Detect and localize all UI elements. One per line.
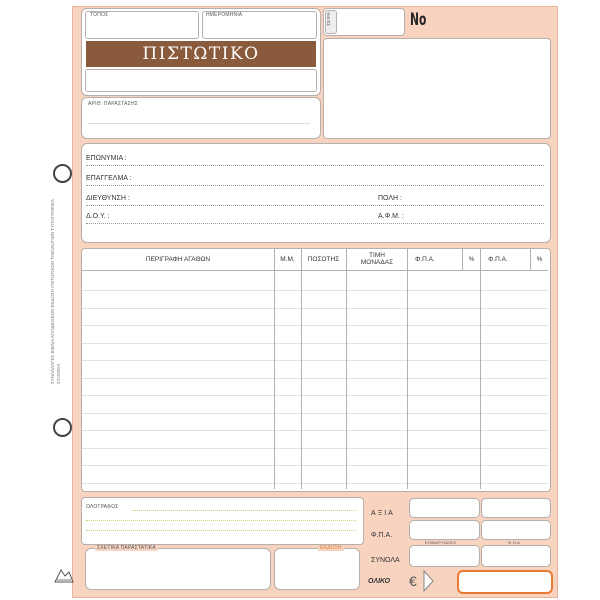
related-docs-label: ΣΧΕΤΙΚΑ ΠΑΡΑΣΤΑΤΙΚΑ (97, 545, 156, 551)
table-row-line (82, 378, 548, 379)
total-label: ΟΛΙΚΟ (368, 578, 391, 585)
col-header-quantity: ΠΟΣΟΤΗΣ (307, 256, 340, 263)
col-divider (407, 249, 408, 489)
customer-tax-line[interactable] (86, 223, 544, 224)
customer-vat-label: Α.Φ.Μ. : (378, 213, 404, 220)
vat-total-label: Φ.Π.Α. (371, 532, 393, 539)
customer-name-line[interactable] (86, 165, 544, 166)
table-row-line (82, 413, 548, 414)
words-line-2[interactable] (86, 520, 356, 521)
col-header-vat-2: Φ.Π.Α. (488, 256, 508, 263)
col-header-vat-percent-1: % (468, 256, 475, 263)
table-row-line (82, 308, 548, 309)
customer-profession-label: ΕΠΑΓΓΕΛΜΑ : (86, 175, 132, 182)
table-row-line (82, 290, 548, 291)
charges-sublabel: ΕΠΙΒΑΡΥΝΣΕΙΣ (425, 540, 457, 545)
words-label: ΟΛΟΓΡΑΦΩΣ (86, 504, 119, 510)
related-docs-box[interactable] (85, 548, 271, 590)
customer-profession-line[interactable] (86, 185, 544, 186)
table-row-line (82, 343, 548, 344)
table-row-line (82, 430, 548, 431)
origin-label: ΑΡΙΘ. ΠΑΡΑΣΤΑΣΗΣ (88, 101, 139, 107)
words-line-1[interactable] (132, 510, 356, 511)
col-divider (301, 249, 302, 489)
table-row-line (82, 360, 548, 361)
col-divider (274, 249, 275, 489)
sum-field-1[interactable] (409, 545, 480, 567)
vat-field-1[interactable] (409, 520, 480, 540)
customer-tax-office-label: Δ.Ο.Υ. : (86, 213, 110, 220)
words-line-3[interactable] (86, 530, 356, 531)
customer-city-label: ΠΟΛΗ : (378, 195, 402, 202)
euro-sign: € (409, 573, 417, 589)
table-row-line (82, 448, 548, 449)
customer-address-line[interactable] (86, 205, 544, 206)
table-row-line (82, 465, 548, 466)
origin-line (88, 123, 310, 124)
table-header-divider (82, 270, 548, 271)
issue-box[interactable] (274, 548, 360, 590)
customer-name-label: ΕΠΩΝΥΜΙΑ : (86, 155, 127, 162)
vat-sublabel: Φ.Π.Α. (508, 540, 522, 545)
sum-field-2[interactable] (481, 545, 551, 567)
chevron-right-icon (423, 570, 435, 592)
table-row-line (82, 325, 548, 326)
value-field-2[interactable] (481, 498, 551, 518)
number-label: No (410, 10, 427, 30)
col-header-unit: Μ.Μ. (280, 256, 295, 263)
issuer-stamp-box (323, 38, 551, 139)
col-divider (346, 249, 347, 489)
document-title: ΠΙΣΤΩΤΙΚΟ (86, 41, 316, 67)
words-box (81, 497, 364, 545)
value-field-1[interactable] (409, 498, 480, 518)
col-divider (480, 249, 481, 489)
col-header-unit-price: ΤΙΜΗ ΜΟΝΑΔΑΣ (360, 252, 394, 266)
side-print-info: ΣΥΝΑΛΛΑΓΕΣ ΒΙΒΛΙΑ ΑΠΟΔΕΙΞΕΩΝ ΕΚΔΟΣΗ ΠΙΣΤΩΤΙΚΩΝ ΤΙΜΟΛΟΓΙΩΝ ΤΥΠΟΓΡΑΦΙΚΑ ΣΤΟΙΧΕΙΑ (50, 199, 61, 384)
series-label: ΣΕΙΡΑ (326, 12, 331, 26)
place-label: ΤΟΠΟΣ (90, 12, 109, 18)
col-header-description: ΠΕΡΙΓΡΑΦΗ ΑΓΑΘΩΝ (145, 256, 211, 263)
date-label: ΗΜΕΡΟΜΗΝΙΑ (206, 12, 243, 18)
printer-logo-icon (53, 566, 75, 586)
issue-label: ΕΚΔΟΣΗ (320, 545, 342, 551)
binding-hole-top (53, 164, 72, 183)
customer-address-label: ΔΙΕΥΘΥΝΣΗ : (86, 195, 130, 202)
value-label: ΑΞΙΑ (371, 510, 395, 517)
table-row-line (82, 483, 548, 484)
col-header-vat-percent-2: % (536, 256, 543, 263)
col-header-vat-1: Φ.Π.Α. (415, 256, 435, 263)
binding-hole-bottom (53, 418, 72, 437)
customer-box (81, 143, 551, 243)
table-row-line (82, 395, 548, 396)
sum-label: ΣΥΝΟΛΑ (371, 557, 400, 564)
vat-field-2[interactable] (481, 520, 551, 540)
title-underfield[interactable] (85, 69, 317, 92)
grand-total-field[interactable] (457, 570, 553, 594)
